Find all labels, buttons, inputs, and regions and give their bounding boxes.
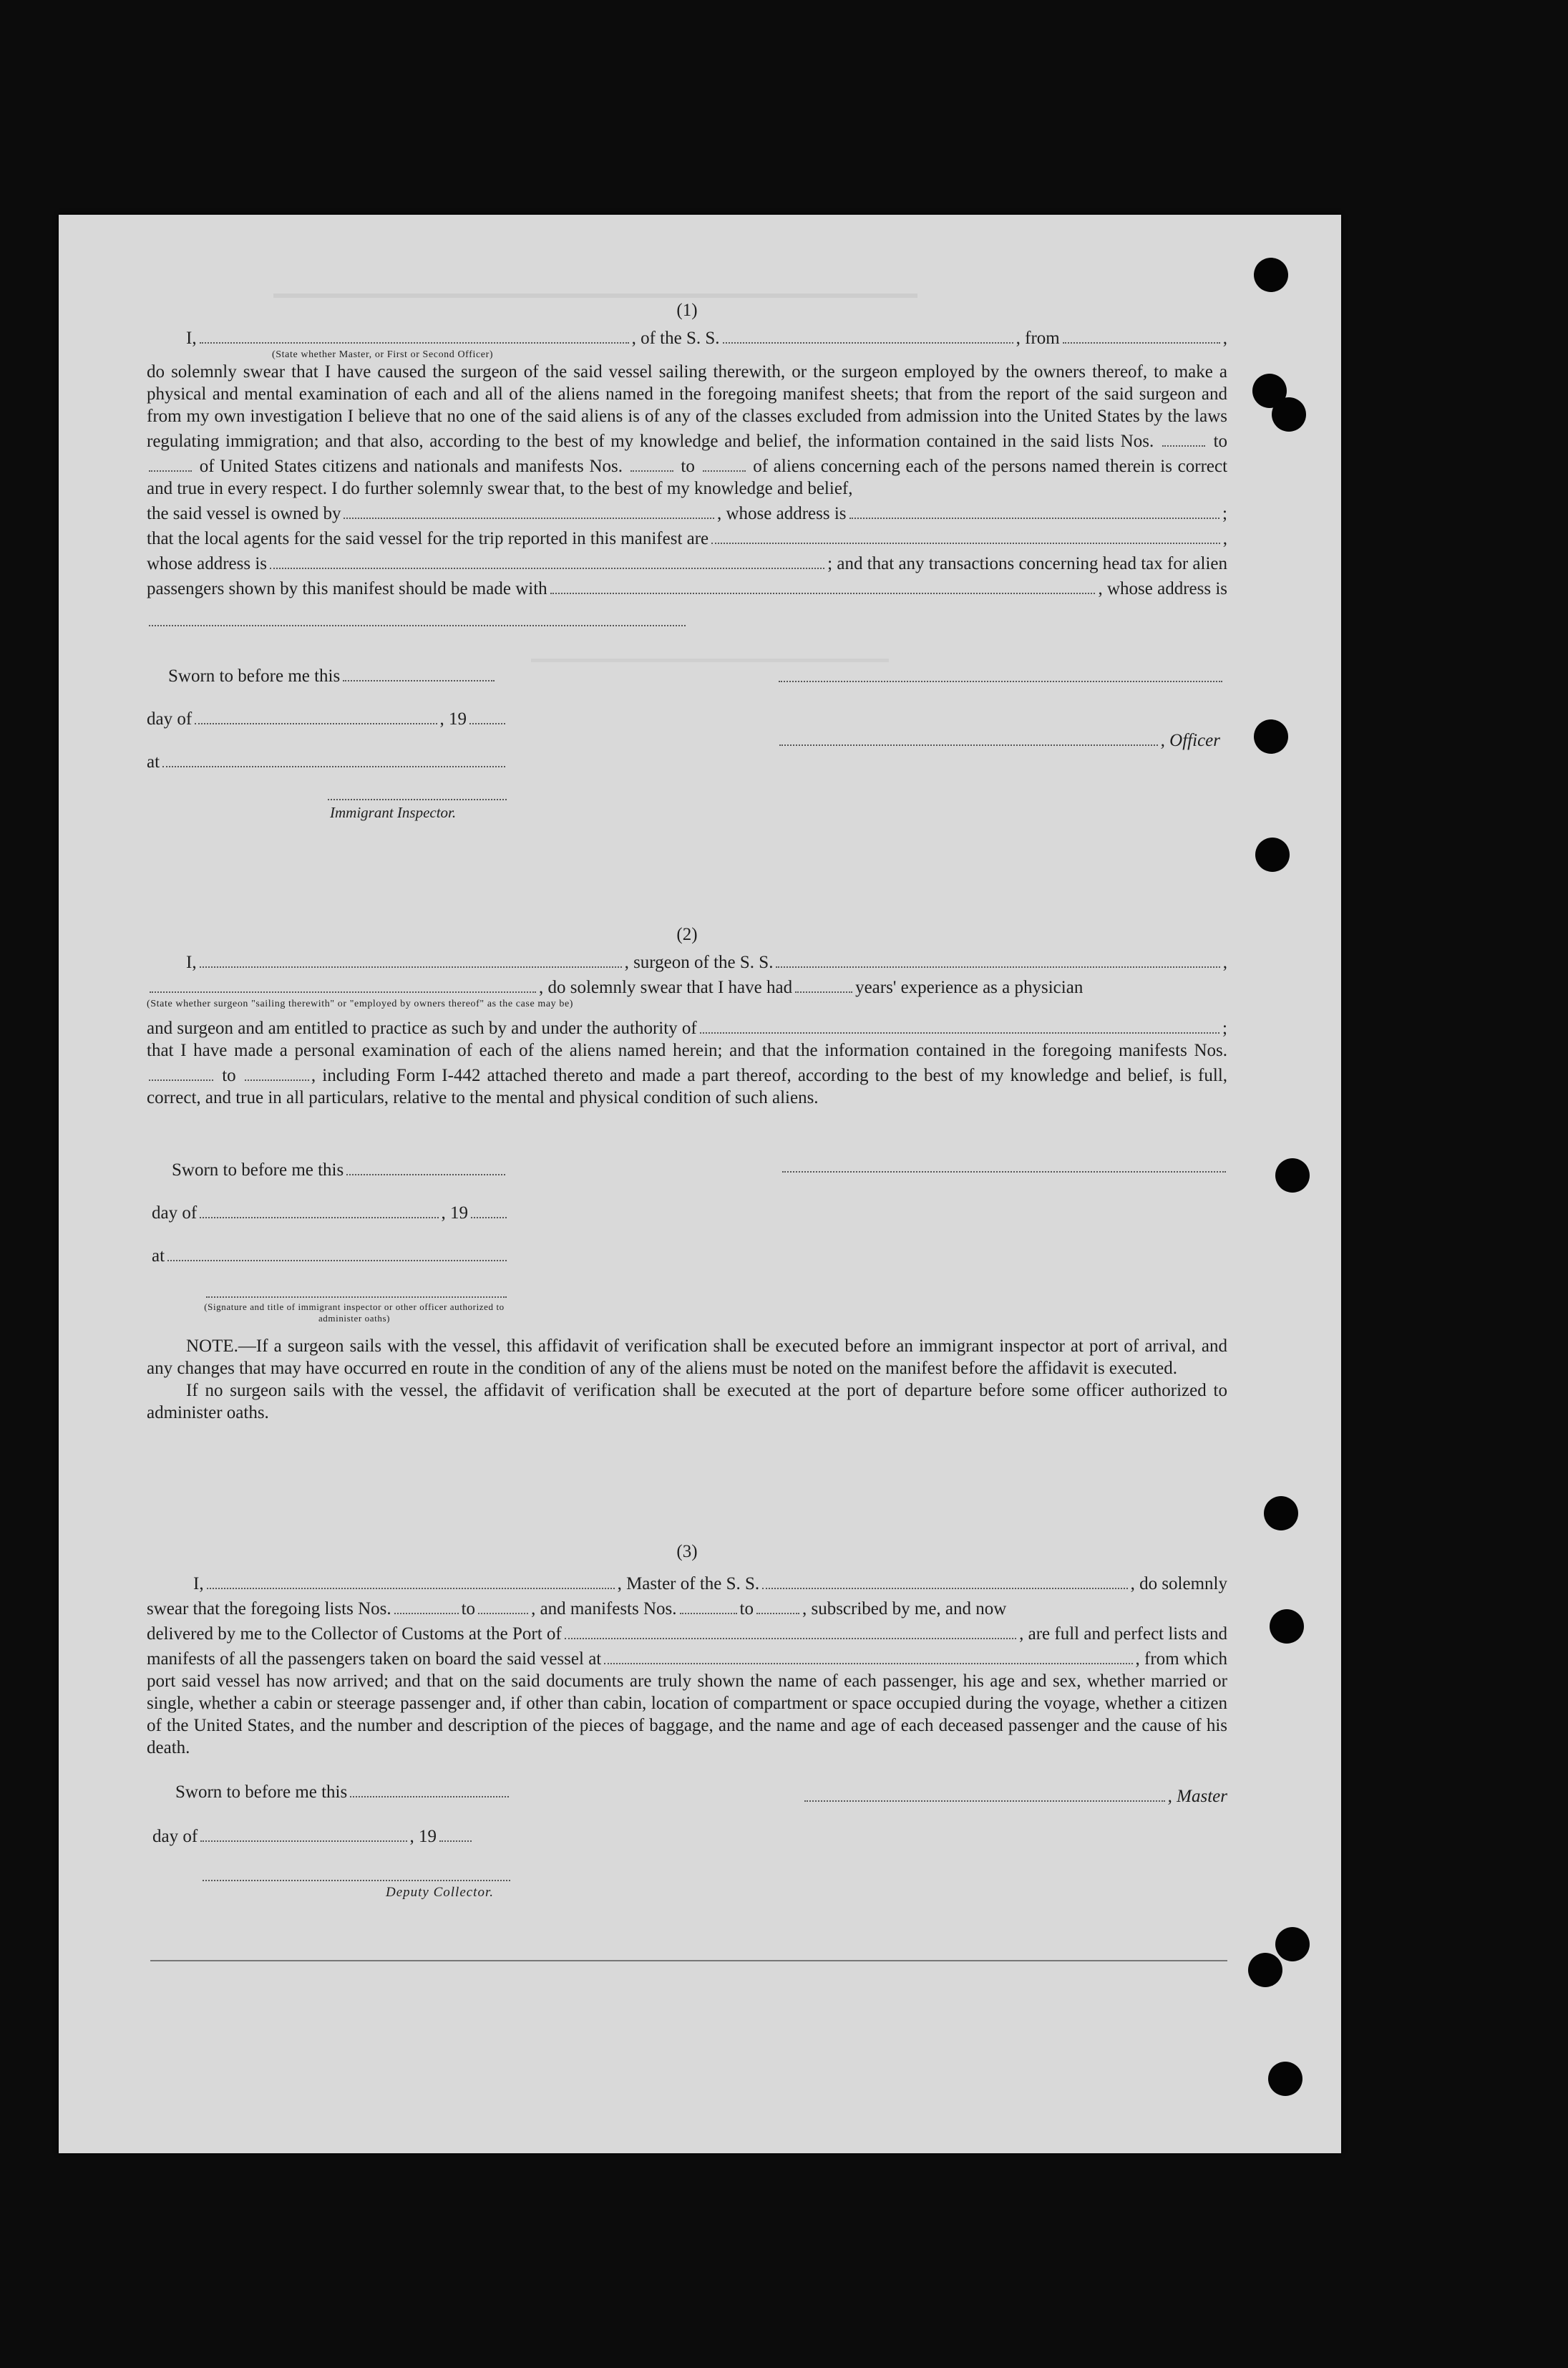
years-field[interactable]: [795, 974, 852, 993]
agents-address-line: whose address is ; and that any transactions concerning head tax for alien: [147, 550, 1227, 575]
head-tax-field[interactable]: [550, 575, 1096, 594]
sworn-date-field[interactable]: [346, 1156, 505, 1175]
agents-address-field[interactable]: [270, 550, 824, 569]
owner-field[interactable]: [344, 500, 714, 519]
authority-field[interactable]: [700, 1014, 1219, 1034]
s1-officer-signature: , Officer: [776, 727, 1220, 751]
s1-at-block: at: [147, 748, 508, 772]
manifests-from-field[interactable]: [149, 1062, 213, 1081]
place-field[interactable]: [162, 748, 505, 767]
officer-name-field[interactable]: [779, 669, 1222, 682]
sworn-date-field[interactable]: [343, 662, 495, 681]
owner-address-field[interactable]: [849, 500, 1220, 519]
field-caption: (State whether surgeon "sailing therewith" or "employed by owners thereof" as the case may be): [147, 999, 574, 1009]
note-paragraph-2: If no surgeon sails with the vessel, the affidavit of verification shall be executed at the port of departure before some officer authorized to administer oaths.: [147, 1381, 1227, 1422]
year-field[interactable]: [439, 1823, 472, 1842]
manifests-to-field[interactable]: [245, 1062, 309, 1081]
owner-line: the said vessel is owned by , whose address is ;: [147, 500, 1227, 525]
day-field[interactable]: [200, 1823, 406, 1842]
s3-master-signature: , Master: [802, 1782, 1227, 1807]
s1-day-block: day of , 19: [147, 705, 508, 729]
vessel-field[interactable]: [762, 1570, 1127, 1589]
surgeon-name-field[interactable]: [200, 948, 622, 968]
officer-signature-field[interactable]: [779, 727, 1158, 746]
section-3: [147, 1540, 1227, 1759]
punch-hole: [1275, 1158, 1310, 1193]
master-name-field[interactable]: [207, 1570, 615, 1589]
authority-line: and surgeon and am entitled to practice as such by and under the authority of ;: [147, 1014, 1227, 1039]
manifests-to-field[interactable]: [703, 452, 746, 472]
master-signature-field[interactable]: [804, 1782, 1165, 1802]
section-number: (3): [676, 1542, 698, 1561]
head-tax-line: passengers shown by this manifest should be made with , whose address is: [147, 575, 1227, 600]
vessel-field[interactable]: [776, 948, 1219, 968]
surgeon-text: that I have made a personal examination of each of the aliens named herein; and that the information contained in the foregoing manifests Nos. to , including Form I-442 attached thereto and made a part thereof, according to the best of my knowledge and belief, is full, correct, and true in all particulars, relative to the mental and physical condition of such aliens.: [147, 1041, 1228, 1107]
s3-day-block: day of , 19: [152, 1823, 474, 1847]
agents-field[interactable]: [711, 525, 1220, 544]
port-line: delivered by me to the Collector of Customs at the Port of , are full and perfect lists and: [147, 1620, 1227, 1645]
day-field[interactable]: [200, 1199, 438, 1218]
punch-hole: [1270, 1609, 1304, 1644]
address-continuation-field[interactable]: [149, 607, 686, 626]
s2-inspector-signature: (Signature and title of immigrant inspector or other officer authorized to administer oaths): [204, 1285, 505, 1324]
inspector-signature-field[interactable]: [206, 1285, 507, 1298]
lists-line: swear that the foregoing lists Nos. to , and manifests Nos. to , subscribed by me, and now: [147, 1595, 1227, 1620]
manifests-to-field[interactable]: [756, 1595, 799, 1614]
manifests-from-field[interactable]: [680, 1595, 737, 1614]
lists-from-field[interactable]: [394, 1595, 459, 1614]
s3-deputy-signature: Deputy Collector.: [200, 1868, 508, 1901]
field-caption: (State whether Master, or First or Second Officer): [272, 349, 494, 360]
surgeon-signature-field[interactable]: [782, 1160, 1226, 1173]
oath-line: I, , of the S. S. , from ,: [147, 324, 1227, 349]
lists-from-field[interactable]: [1162, 427, 1205, 447]
s1-sworn-block: Sworn to before me this: [168, 662, 497, 687]
section-2: [147, 923, 1227, 1109]
note-block: [147, 1335, 1227, 1424]
master-text: port said vessel has now arrived; and that on the said documents are truly shown the name of each passenger, his age and sex, whether married or single, whether a cabin or steerage passenger and, if other than cabin, location of compartment or space occupied during the voyage, whether a citizen of the United States, and the number and description of the pieces of baggage, and the name and age of each deceased passenger and the cause of his death.: [147, 1671, 1227, 1757]
year-field[interactable]: [469, 705, 505, 724]
s2-signature-line: [780, 1160, 1224, 1176]
section-1: [147, 299, 1227, 632]
vessel-field[interactable]: [723, 324, 1013, 344]
s2-sworn-block: Sworn to before me this: [172, 1156, 508, 1180]
lists-to-field[interactable]: [149, 452, 192, 472]
note-paragraph: NOTE.—If a surgeon sails with the vessel, this affidavit of verification shall be executed before an immigrant inspector at port of arrival, and any changes that may have occurred en route in the condition of any of the aliens must be noted on the manifest before the affidavit is executed.: [147, 1336, 1227, 1378]
embark-line: manifests of all the passengers taken on board the said vessel at , from which: [147, 1645, 1227, 1670]
deputy-signature-field[interactable]: [203, 1868, 510, 1881]
s3-sworn-block: Sworn to before me this: [175, 1778, 512, 1802]
surgeon-status-field[interactable]: [150, 974, 536, 993]
punch-hole: [1254, 719, 1288, 754]
surgeon-line: I, , surgeon of the S. S. ,: [147, 948, 1227, 974]
manifests-from-field[interactable]: [630, 452, 673, 472]
section-number: (2): [676, 925, 698, 944]
master-line: I, , Master of the S. S. , do solemnly: [147, 1570, 1227, 1595]
experience-line: , do solemnly swear that I have had years' experience as a physician: [147, 974, 1227, 999]
section-number: (1): [676, 301, 698, 320]
lists-to-field[interactable]: [478, 1595, 528, 1614]
embark-port-field[interactable]: [604, 1645, 1132, 1664]
s2-at-block: at: [152, 1242, 510, 1266]
punch-hole: [1275, 1927, 1310, 1961]
s1-inspector-signature: Immigrant Inspector.: [326, 787, 505, 822]
bottom-rule: [150, 1960, 1227, 1961]
port-field[interactable]: [565, 1620, 1016, 1639]
s1-top-right-line: [776, 669, 1220, 686]
name-field[interactable]: [200, 324, 629, 344]
oath-text: do solemnly swear that I have caused the surgeon of the said vessel sailing therewith, or the surgeon employed by the owners thereof, to make a physical and mental examination of each and all of the aliens named in the foregoing manifest sheets; that from the report of the said surgeon and from my own investigation I believe that no one of the said aliens is of any of the classes excluded from admission into the United States by the laws regulating immigration; and that also, according to the best of my knowledge and belief, the information contained in the said lists Nos. to of United States citizens and nationals and manifests Nos. to of aliens concerning each of the persons named therein is correct and true in every respect. I do further solemnly swear that, to the best of my knowledge and belief,: [147, 362, 1228, 498]
from-port-field[interactable]: [1063, 324, 1220, 344]
agents-line: that the local agents for the said vessel for the trip reported in this manifest are ,: [147, 525, 1227, 550]
sworn-date-field[interactable]: [350, 1778, 509, 1797]
s2-day-block: day of , 19: [152, 1199, 510, 1223]
punch-hole: [1248, 1953, 1282, 1987]
punch-hole: [1268, 2062, 1302, 2096]
punch-hole: [1264, 1496, 1298, 1530]
year-field[interactable]: [471, 1199, 507, 1218]
punch-hole: [1255, 838, 1290, 872]
punch-hole: [1254, 258, 1288, 292]
punch-hole: [1272, 397, 1306, 432]
place-field[interactable]: [167, 1242, 507, 1261]
day-field[interactable]: [195, 705, 437, 724]
inspector-signature-field[interactable]: [328, 787, 507, 800]
